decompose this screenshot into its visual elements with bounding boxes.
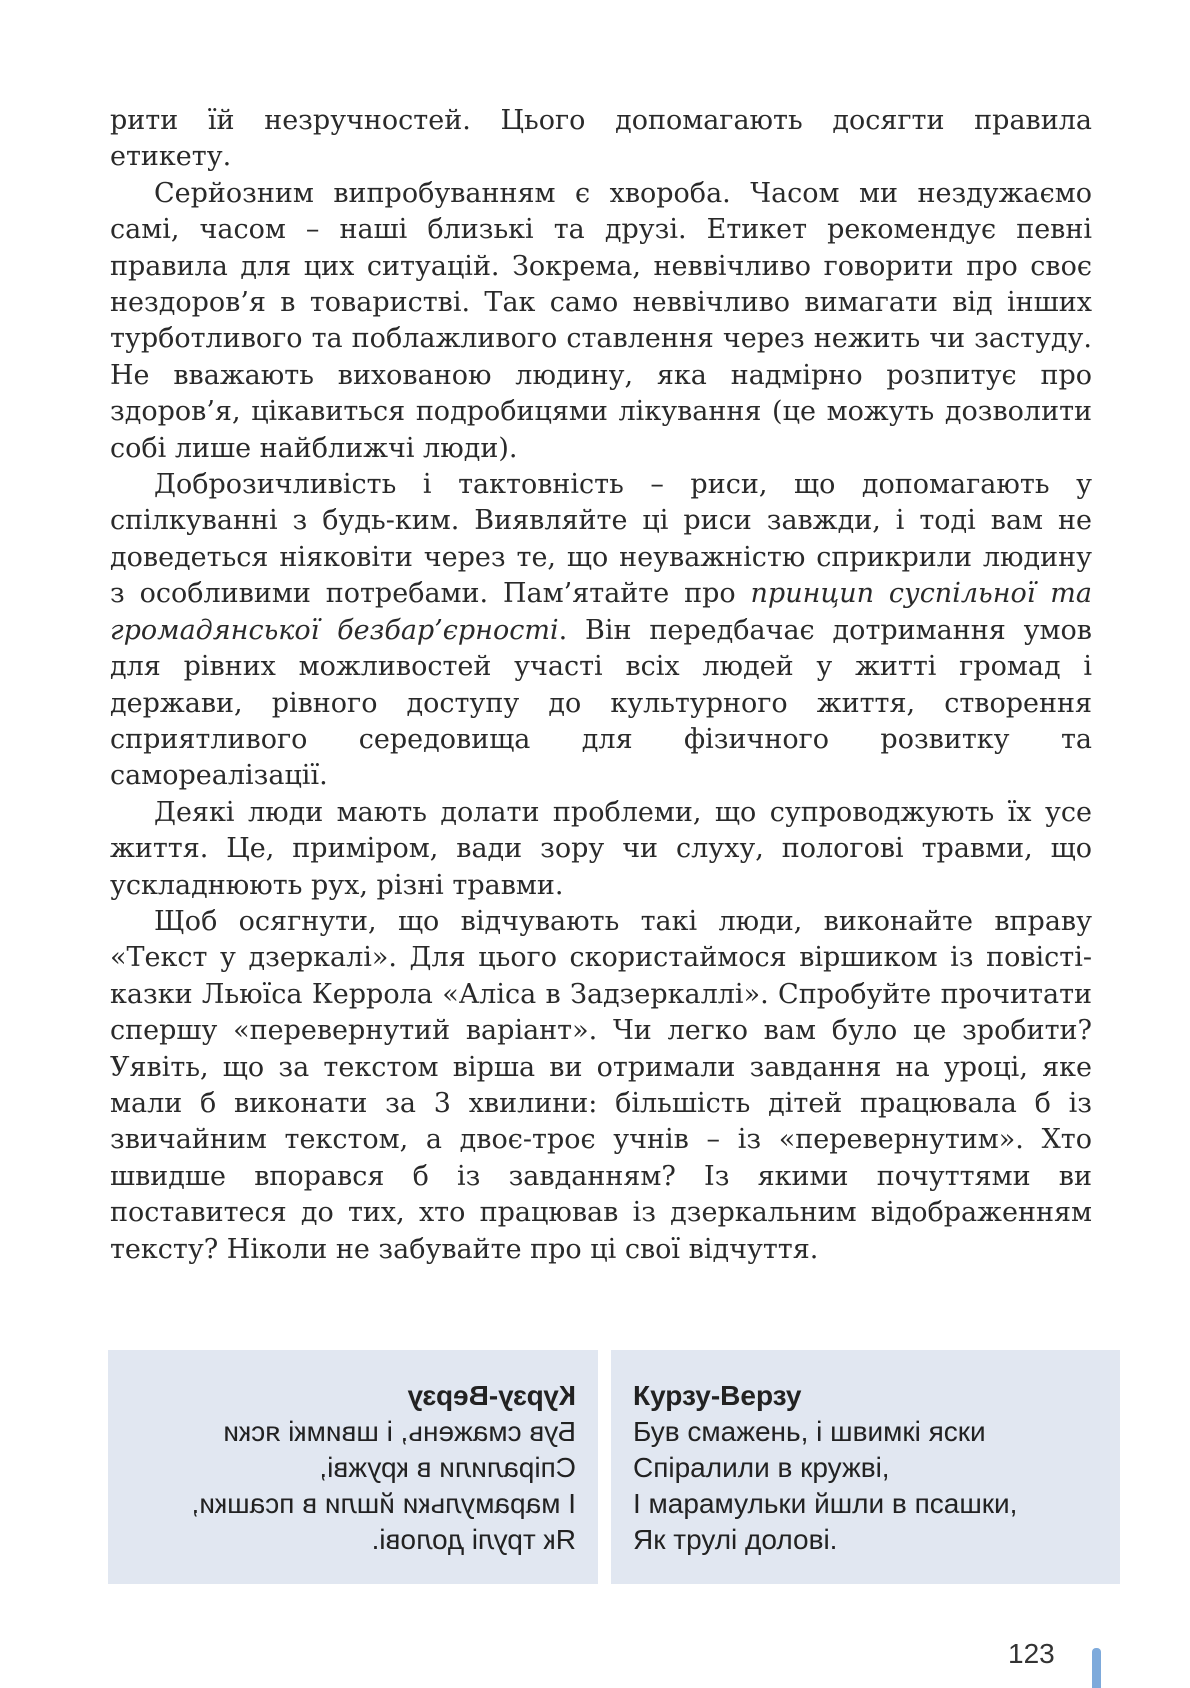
page-number: 123	[1008, 1638, 1055, 1669]
main-text	[110, 103, 1092, 1268]
normal-poem-title: Курзу-Верзу	[633, 1380, 802, 1411]
normal-poem	[611, 1350, 1120, 1558]
paragraph-3-end: . Він передбачає дотримання умов для рівних можливостей участі всіх людей у житті громад і держави, рівного доступу до культурного життя, створення сприятливого середовища для фізичного розвитку та самореалізації.	[110, 614, 1092, 792]
normal-poem-line: І марамульки йшли в псашки,	[633, 1488, 1018, 1519]
normal-poem-box	[611, 1350, 1120, 1584]
mirrored-poem	[108, 1350, 598, 1558]
page-edge-marker	[1092, 1648, 1101, 1688]
mirrored-poem-line: Був смажень, і швимкі яски	[223, 1416, 576, 1447]
paragraph-1: рити їй незручностей. Цього допомагають досягти правила етикету.	[110, 105, 1092, 173]
mirrored-poem-line: Як трулі долові.	[371, 1524, 576, 1555]
normal-poem-line: Як трулі долові.	[633, 1524, 838, 1555]
normal-poem-line: Спіралили в кружві,	[633, 1452, 890, 1483]
mirrored-poem-box	[108, 1350, 598, 1584]
normal-poem-line: Був смажень, і швимкі яски	[633, 1416, 986, 1447]
paragraph-5: Щоб осягнути, що відчувають такі люди, виконайте вправу «Текст у дзеркалі». Для цього скористаймося віршиком із повісті-казки Льюїса Керрола «Аліса в Задзеркаллі». Спробуйте прочитати спершу «перевернутий варіант». Чи легко вам було це зробити? Уявіть, що за текстом вірша ви отримали завдання на уроці, яке мали б виконати за 3 хвилини: більшість дітей працювала б із звичайним текстом, а двоє-троє учнів – із «перевернутим». Хто швидше впорався б із завданням? Із якими почуттями ви поставитеся до тих, хто працював із дзеркальним відображенням тексту? Ніколи не забувайте про ці свої відчуття.	[110, 905, 1092, 1265]
emphasis-term: принцип суспільної та громадянської безбар’єрності	[110, 578, 1092, 646]
paragraph-3	[110, 467, 1092, 795]
paragraph-3-start: Доброзичливість і тактовність – риси, що допомагають у спілкуванні з будь-ким. Виявляйте ці риси завжди, і тоді вам не доведеться ніяковіти через те, що неуважністю сприкрили людину з особливими потребами. Пам’ятайте про	[110, 469, 1092, 610]
paragraph-4: Деякі люди мають долати проблеми, що супроводжують їх усе життя. Це, приміром, вади зору чи слуху, пологові травми, що ускладнюють рух, різні травми.	[110, 796, 1092, 901]
mirrored-poem-line: І марамульки йшли в псашки,	[191, 1488, 576, 1519]
paragraph-2: Серйозним випробуванням є хвороба. Часом ми нездужаємо самі, часом – наші близькі та друзі. Етикет рекомендує певні правила для цих ситуацій. Зокрема, неввічливо говорити про своє нездоров’я в товаристві. Так само неввічливо вимагати від інших турботливого та поблажливого ставлення через нежить чи застуду. Не вважають вихованою людину, яка надмірно розпитує про здоров’я, цікавиться подробицями лікування (це можуть дозволити собі лише найближчі люди).	[110, 177, 1092, 464]
mirrored-poem-line: Спіралили в кружві,	[319, 1452, 576, 1483]
mirrored-poem-title: Курзу-Верзу	[407, 1380, 576, 1411]
